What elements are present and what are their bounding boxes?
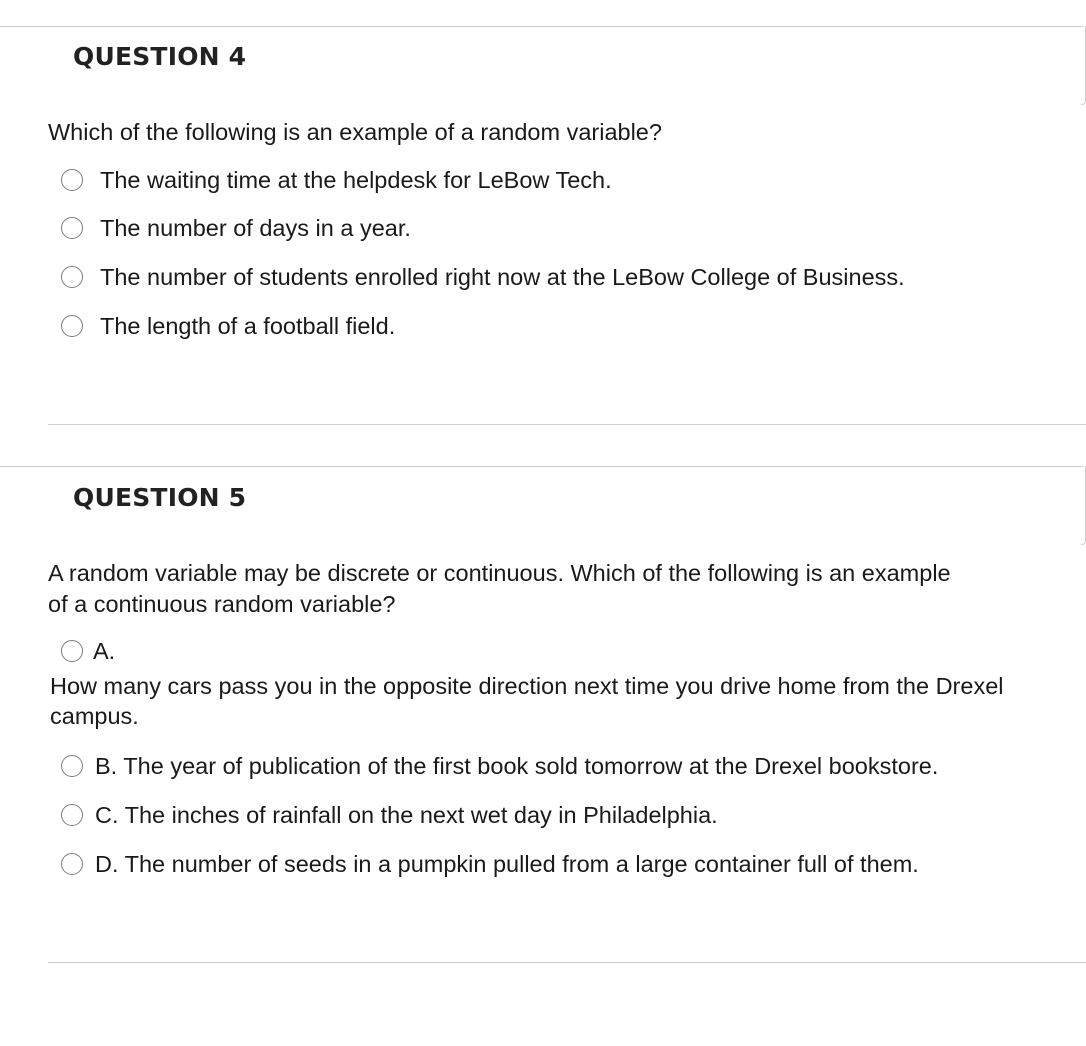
radio-button[interactable] xyxy=(61,217,83,239)
option-label: D. The number of seeds in a pumpkin pulled from a large container full of them. xyxy=(95,850,919,877)
question-4-option-2[interactable] xyxy=(61,213,411,243)
question-5-option-a[interactable] xyxy=(61,636,115,666)
question-5-option-c[interactable] xyxy=(61,800,718,830)
question-5-option-b[interactable] xyxy=(61,751,938,781)
option-label: The number of days in a year. xyxy=(100,214,411,241)
question-4-top-border xyxy=(0,26,1083,27)
question-5-top-border xyxy=(0,466,1083,467)
option-label: A. xyxy=(93,637,116,664)
question-5-right-border xyxy=(1081,466,1086,545)
radio-button[interactable] xyxy=(61,755,83,777)
question-4-option-3[interactable] xyxy=(61,262,905,292)
option-label: The number of students enrolled right now at the LeBow College of Business. xyxy=(100,263,905,290)
radio-button[interactable] xyxy=(61,804,83,826)
question-4-separator xyxy=(48,424,1086,425)
question-4-option-1[interactable] xyxy=(61,165,612,195)
question-4-prompt: Which of the following is an example of a random variable? xyxy=(48,119,662,145)
question-5-prompt-line-1: A random variable may be discrete or continuous. Which of the following is an example xyxy=(48,560,951,586)
radio-button[interactable] xyxy=(61,640,83,662)
question-5-option-d[interactable] xyxy=(61,849,919,879)
question-5-separator xyxy=(48,962,1086,963)
radio-button[interactable] xyxy=(61,169,83,191)
question-4-right-border xyxy=(1081,26,1086,105)
question-5-prompt-line-2: of a continuous random variable? xyxy=(48,591,396,617)
radio-button[interactable] xyxy=(61,315,83,337)
option-label: B. The year of publication of the first book sold tomorrow at the Drexel bookstore. xyxy=(95,752,939,779)
option-label: The length of a football field. xyxy=(100,312,396,339)
radio-button[interactable] xyxy=(61,266,83,288)
question-5-title: QUESTION 5 xyxy=(73,483,247,512)
radio-button[interactable] xyxy=(61,853,83,875)
question-4-option-4[interactable] xyxy=(61,311,395,341)
option-label: The waiting time at the helpdesk for LeBow Tech. xyxy=(100,166,612,193)
option-label: C. The inches of rainfall on the next wet day in Philadelphia. xyxy=(95,801,718,828)
question-4-title: QUESTION 4 xyxy=(73,42,247,71)
question-5-option-a-text: How many cars pass you in the opposite direction next time you drive home from the Drexel campus. xyxy=(50,673,1004,729)
